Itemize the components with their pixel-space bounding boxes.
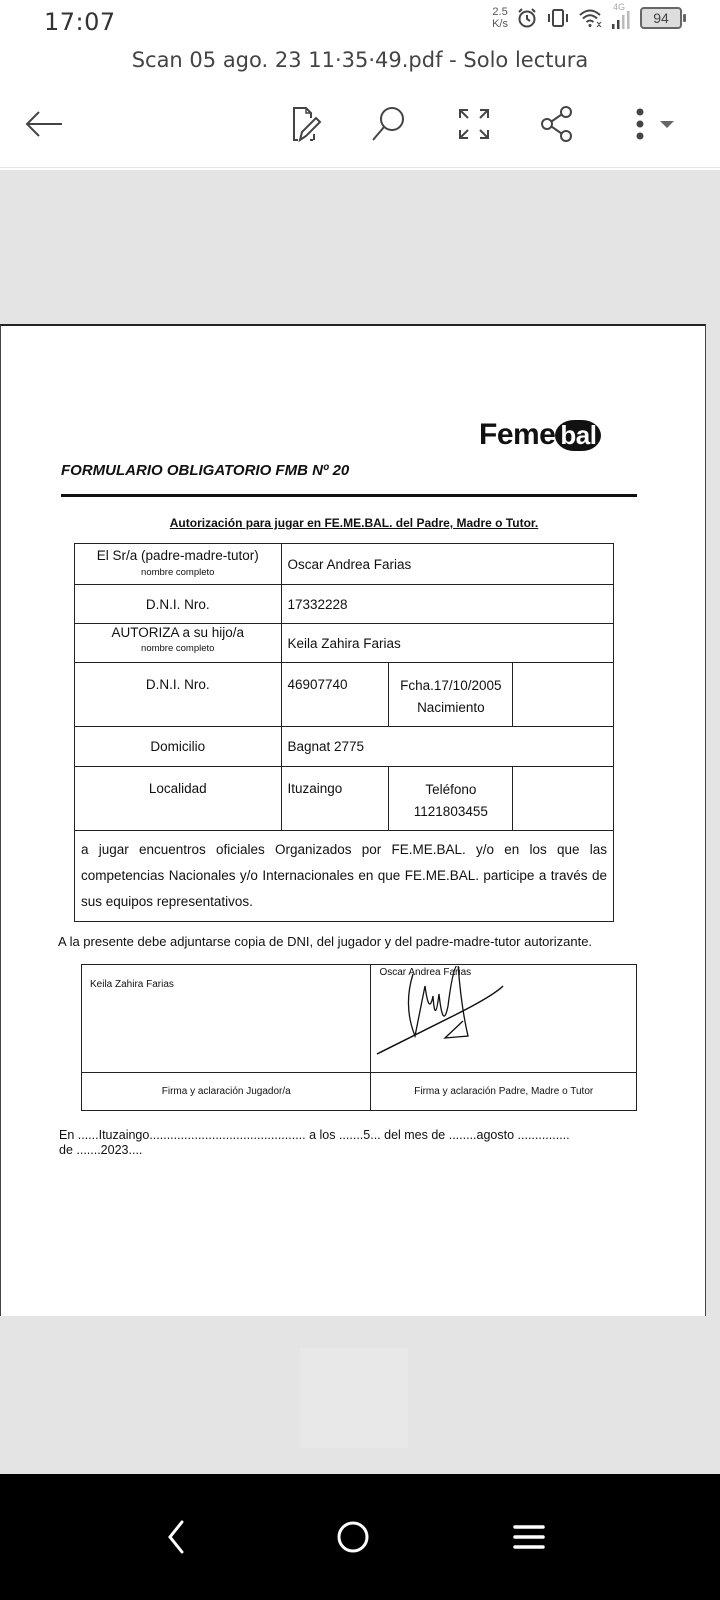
back-button[interactable] [20, 100, 68, 148]
signature-table [81, 964, 637, 1111]
empty-cell [513, 663, 614, 727]
empty-cell [513, 767, 614, 831]
more-vertical-icon [625, 104, 685, 144]
share-button[interactable] [533, 100, 581, 148]
home-circle-icon [333, 1517, 373, 1557]
authorization-text: a jugar encuentros oficiales Organizados por FE.ME.BAL. y/o en los que las competencias Nacionales y/o Internacionales en que FE.ME.BAL. participe a través de sus equipos representativos. [75, 831, 614, 922]
place-date: En ......Ituzaingo............................................. a los .......5... del mes de ........agosto ............... de .......2023.... [59, 1128, 570, 1157]
parent-dni-value: 17332228 [281, 585, 614, 624]
form-title: FORMULARIO OBLIGATORIO FMB Nº 20 [61, 462, 350, 479]
locality-label: Localidad [75, 767, 282, 831]
player-signature-cell: Keila Zahira Farias [82, 965, 371, 1073]
edit-document-icon [286, 104, 326, 144]
scroll-thumb[interactable] [300, 1348, 408, 1448]
birth-date-cell: Fcha.17/10/2005 Nacimiento [389, 663, 513, 727]
locality-value: Ituzaingo [281, 767, 389, 831]
table-row [75, 624, 614, 663]
parent-signature-cell: Oscar Andrea Farias [371, 965, 637, 1073]
pdf-viewer[interactable] [0, 170, 720, 1474]
nav-recents-button[interactable] [494, 1502, 564, 1572]
address-label: Domicilio [75, 727, 282, 767]
child-name-cell: Keila Zahira Farias [281, 624, 614, 663]
edit-button[interactable] [282, 100, 330, 148]
vibrate-icon [546, 7, 570, 29]
femebal-logo: Feme bal [479, 418, 601, 452]
search-button[interactable] [364, 100, 412, 148]
attach-note: A la presente debe adjuntarse copia de DNI, del jugador y del padre-madre-tutor autorizante. [58, 934, 593, 949]
network-speed: 2.5 K/s [492, 6, 508, 30]
table-row [82, 965, 637, 1073]
chevron-left-icon [162, 1517, 192, 1557]
table-row [75, 585, 614, 624]
nav-home-button[interactable] [318, 1502, 388, 1572]
child-dni-label: D.N.I. Nro. [75, 663, 282, 727]
search-icon [368, 104, 408, 144]
address-value: Bagnat 2775 [281, 727, 614, 767]
parent-caption: Firma y aclaración Padre, Madre o Tutor [371, 1073, 637, 1111]
status-time: 17:07 [44, 8, 116, 36]
table-row [75, 727, 614, 767]
signal-icon: 4G [610, 6, 632, 30]
divider [61, 494, 637, 497]
child-dni-value: 46907740 [281, 663, 389, 727]
status-icons [492, 2, 682, 30]
child-label-cell: AUTORIZA a su hijo/a nombre completo [75, 624, 282, 663]
table-row [75, 663, 614, 727]
share-icon [537, 104, 577, 144]
parent-name-cell: Oscar Andrea Farias [281, 544, 614, 585]
fullscreen-button[interactable] [450, 100, 498, 148]
parent-dni-label: D.N.I. Nro. [75, 585, 282, 624]
more-options-button[interactable] [620, 100, 690, 148]
parent-label-cell: El Sr/a (padre-madre-tutor) nombre completo [75, 544, 282, 585]
status-bar [0, 0, 720, 44]
form-subtitle: Autorización para jugar en FE.ME.BAL. del Padre, Madre o Tutor. [169, 516, 539, 530]
authorization-table [74, 543, 614, 922]
battery-icon: 94 [640, 7, 682, 29]
toolbar [0, 90, 720, 168]
table-row [75, 831, 614, 922]
table-row [75, 544, 614, 585]
document-title: Scan 05 ago. 23 11·35·49.pdf - Solo lectura [131, 48, 589, 72]
table-row [82, 1073, 637, 1111]
wifi-icon [578, 7, 602, 29]
pdf-page [0, 324, 706, 1316]
player-caption: Firma y aclaración Jugador/a [82, 1073, 371, 1111]
expand-icon [456, 106, 492, 142]
alarm-icon [516, 7, 538, 29]
table-row [75, 767, 614, 831]
navigation-bar [0, 1474, 720, 1600]
nav-back-button[interactable] [142, 1502, 212, 1572]
arrow-left-icon [24, 109, 64, 139]
phone-cell: Teléfono 1121803455 [389, 767, 513, 831]
menu-icon [511, 1519, 547, 1555]
